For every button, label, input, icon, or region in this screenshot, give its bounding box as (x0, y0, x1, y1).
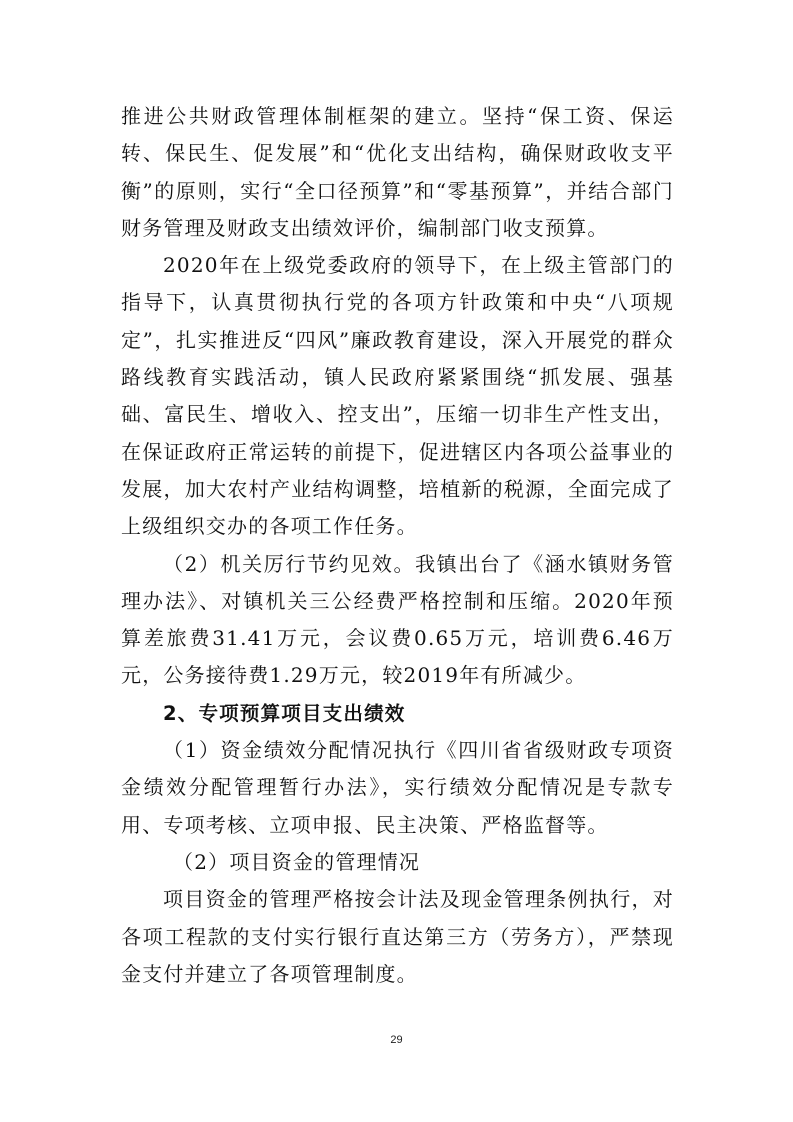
page-number: 29 (390, 1034, 403, 1046)
paragraph-fund-allocation: （1）资金绩效分配情况执行《四川省省级财政专项资金绩效分配管理暂行办法》，实行绩效分配情况是专款专用、专项考核、立项申报、民主决策、严格监督等。 (121, 738, 674, 837)
document-body (121, 98, 674, 993)
paragraph-fund-management-title: （2）项目资金的管理情况 (173, 849, 421, 874)
paragraph-2020-overview: 2020年在上级党委政府的领导下，在上级主管部门的指导下，认真贯彻执行党的各项方针政策和中央“八项规定”，扎实推进反“四风”廉政教育建设，深入开展党的群众路线教育实践活动，镇人民政府紧紧围绕“抓发展、强基础、富民生、增收入、控支出”，压缩一切非生产性支出，在保证政府正常运转的前提下，促进辖区内各项公益事业的发展，加大农村产业结构调整，培植新的税源，全面完成了上级组织交办的各项工作任务。 (121, 253, 674, 539)
paragraph-cost-saving: （2）机关厉行节约见效。我镇出台了《涵水镇财务管理办法》、对镇机关三公经费严格控制和压缩。2020年预算差旅费31.41万元，会议费0.65万元，培训费6.46万元，公务接待费1.29万元，较2019年有所减少。 (121, 551, 674, 688)
section-heading: 2、专项预算项目支出绩效 (163, 701, 406, 725)
paragraph-continuation: 推进公共财政管理体制框架的建立。坚持“保工资、保运转、保民生、促发展”和“优化支出结构，确保财政收支平衡”的原则，实行“全口径预算”和“零基预算”，并结合部门财务管理及财政支出绩效评价，编制部门收支预算。 (121, 104, 674, 240)
paragraph-fund-management: 项目资金的管理严格按会计法及现金管理条例执行，对各项工程款的支付实行银行直达第三方（劳务方），严禁现金支付并建立了各项管理制度。 (121, 887, 674, 986)
